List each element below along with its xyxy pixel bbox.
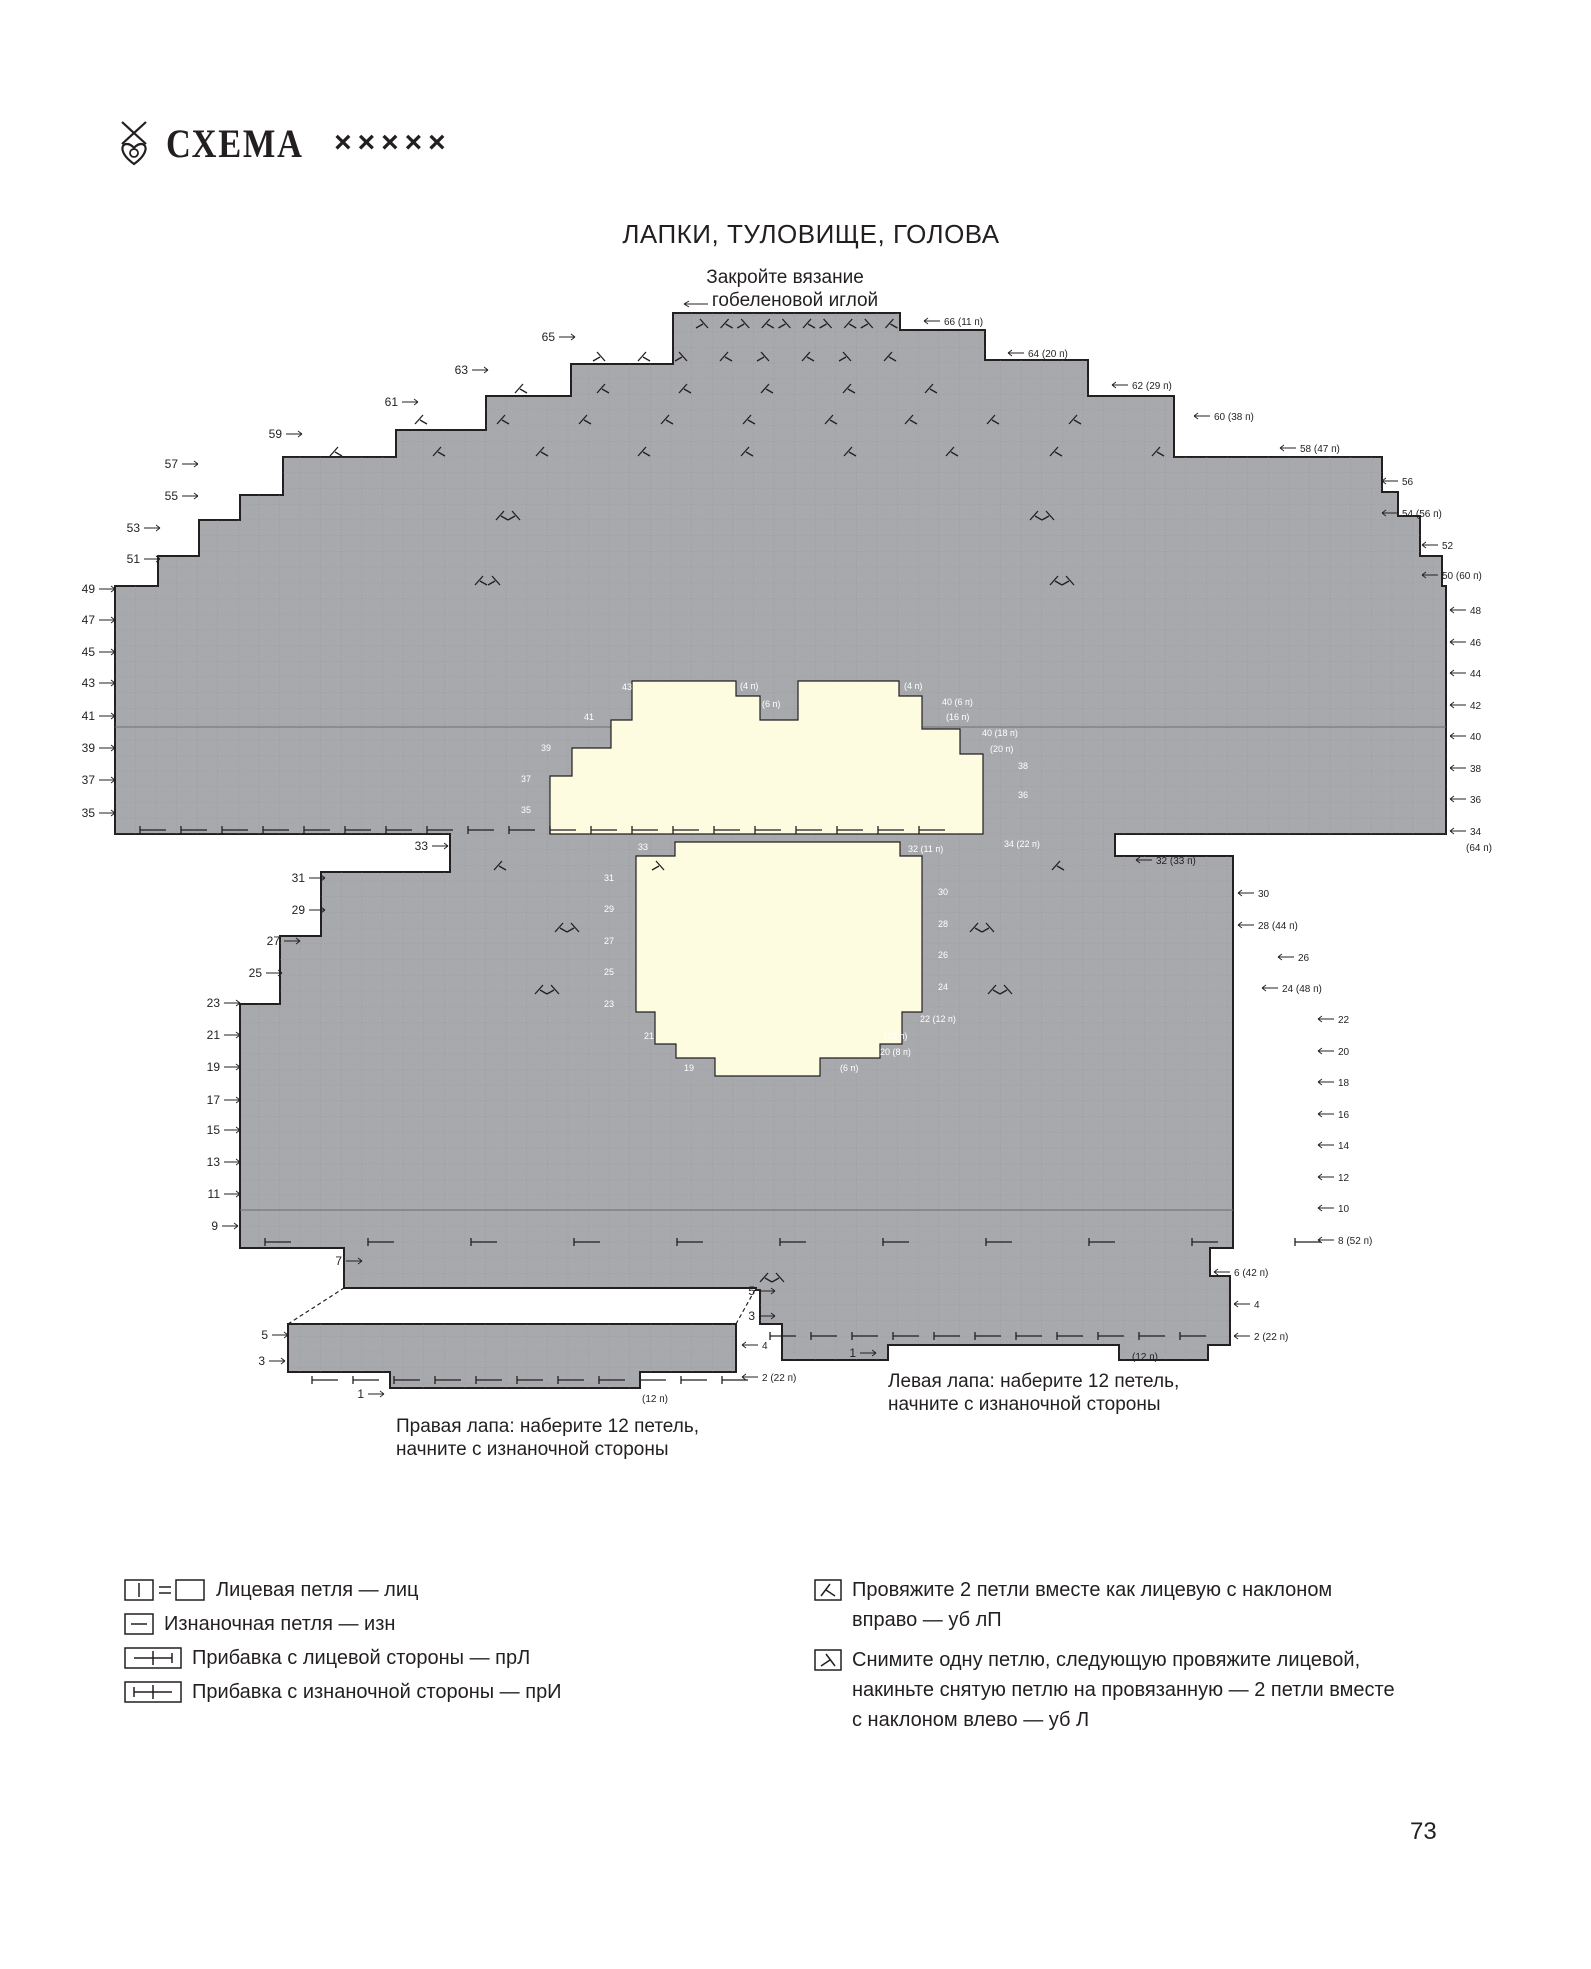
row-label-left: 59	[268, 427, 282, 441]
belly-row-label: 36	[1018, 790, 1029, 800]
row-arrow	[222, 1223, 238, 1229]
row-arrow	[1318, 1174, 1334, 1180]
row-label-right: 28 (44 п)	[1258, 921, 1298, 932]
legend-knit-label: Лицевая петля — лиц	[216, 1579, 419, 1601]
legend-k2tog	[814, 1575, 1332, 1635]
left-paw-row-label: 1	[849, 1346, 856, 1360]
belly-row-label: 34 (22 п)	[1004, 839, 1040, 849]
belly-row-label: 37	[520, 774, 531, 784]
row-arrow	[1450, 828, 1466, 834]
row-label-right: 4	[1254, 1300, 1260, 1311]
belly-row-label: 22 (12 п)	[920, 1014, 956, 1024]
row-label-left: 29	[291, 903, 305, 917]
belly-row-label: 41	[583, 712, 594, 722]
row-arrow	[1450, 607, 1466, 613]
row-arrow	[1234, 1301, 1250, 1307]
row-label-left: 25	[248, 966, 262, 980]
belly-row-label: 40 (18 п)	[982, 728, 1018, 738]
row-arrow	[1318, 1205, 1334, 1211]
page-number: 73	[1410, 1818, 1437, 1845]
row-arrow	[309, 907, 325, 913]
belly-row-label: (16 п)	[946, 712, 970, 722]
row-arrow	[1450, 702, 1466, 708]
right-paw-row-label: 4	[762, 1341, 768, 1352]
row-label-right: 8 (52 п)	[1338, 1236, 1373, 1247]
row-arrow	[1450, 765, 1466, 771]
belly-row-label: 43	[621, 682, 632, 692]
row-arrow	[1318, 1079, 1334, 1085]
row-arrow	[224, 1127, 240, 1133]
close-instruction-line-1: Закройте вязание	[706, 267, 864, 288]
row-label-left: 43	[81, 676, 95, 690]
increase-mark	[681, 1376, 707, 1384]
row-arrow	[99, 617, 115, 623]
cross-marks: ×××××	[334, 126, 452, 159]
belly-row-label: 28	[938, 919, 949, 929]
belly-row-label: (4 п)	[740, 681, 759, 691]
belly-row-label: 40 (6 п)	[942, 697, 973, 707]
legend-knit	[124, 1575, 418, 1605]
belly-row-label: 26	[938, 950, 949, 960]
row-label-left: 53	[126, 521, 140, 535]
row-arrow	[1450, 796, 1466, 802]
legend-purl-label: Изнаночная петля — изн	[164, 1613, 396, 1635]
row-arrow	[1214, 1269, 1230, 1275]
row-arrow	[1450, 733, 1466, 739]
row-label-left: 39	[81, 741, 95, 755]
row-arrow	[1234, 1333, 1250, 1339]
right-paw-row-label: 5	[261, 1328, 268, 1342]
row-label-left: 57	[164, 457, 178, 471]
belly-row-label: 25	[603, 967, 614, 977]
row-arrow	[286, 431, 302, 437]
right-paw-row-label: 3	[258, 1354, 265, 1368]
belly-row-label: (20 п)	[990, 744, 1014, 754]
belly-row-label: 39	[540, 743, 551, 753]
increase-mark	[1295, 1238, 1321, 1246]
belly-row-label: 32 (11 п)	[908, 844, 944, 854]
row-label-right: 62 (29 п)	[1132, 381, 1172, 392]
row-label-left: 21	[206, 1028, 220, 1042]
row-label-right: 54 (56 п)	[1402, 509, 1442, 520]
legend-inc-ws	[124, 1677, 562, 1707]
right-paw-bottom-label: (12 п)	[642, 1394, 668, 1405]
row-arrow	[1238, 890, 1254, 896]
legend-inc-rs-label: Прибавка с лицевой стороны — прЛ	[192, 1647, 531, 1669]
row-label-right: 60 (38 п)	[1214, 412, 1254, 423]
row-label-right: 44	[1470, 669, 1482, 680]
legend-inc-ws-label: Прибавка с изнаночной стороны — прИ	[192, 1681, 562, 1703]
belly-row-label: 35	[520, 805, 531, 815]
row-arrow	[472, 367, 488, 373]
row-label-left: 9	[211, 1219, 218, 1233]
row-label-right: 2 (22 п)	[1254, 1332, 1289, 1343]
left-paw-instruction-2: начните с изнаночной стороны	[888, 1394, 1161, 1415]
k2tog-mark	[415, 415, 427, 424]
left-paw-row-label: 5	[748, 1284, 755, 1298]
row-arrow	[99, 745, 115, 751]
row-label-left: 35	[81, 806, 95, 820]
row-label-right: 18	[1338, 1078, 1350, 1089]
right-paw-piece	[288, 1288, 756, 1388]
legend-purl	[124, 1609, 395, 1639]
increase-rs-icon	[124, 1647, 182, 1669]
row-arrow	[224, 1032, 240, 1038]
row-arrow	[1238, 922, 1254, 928]
row-label-left: 37	[81, 773, 95, 787]
legend-skp	[814, 1645, 1395, 1735]
row-arrow	[224, 1191, 240, 1197]
row-arrow	[182, 493, 198, 499]
row-arrow	[266, 970, 282, 976]
row-arrow	[1280, 445, 1296, 451]
row-arrow	[99, 777, 115, 783]
row-label-left: 15	[206, 1123, 220, 1137]
belly-row-label: 29	[603, 904, 614, 914]
legend-skp-label: Снимите одну петлю, следующую провяжите лицевой, накиньте снятую петлю на провязанную — 2 петли вместе с наклоном влево — уб Л	[852, 1649, 1395, 1731]
row-label-right: 14	[1338, 1141, 1350, 1152]
row-arrow	[1008, 350, 1024, 356]
row-arrow	[1194, 413, 1210, 419]
row-label-right: 36	[1470, 795, 1482, 806]
belly-row-label: 20 (8 п)	[880, 1047, 911, 1057]
row-label-left: 19	[206, 1060, 220, 1074]
row-label-right: 12	[1338, 1173, 1350, 1184]
row-arrow	[1318, 1048, 1334, 1054]
row-arrow	[99, 680, 115, 686]
row-arrow	[144, 525, 160, 531]
head-section	[115, 313, 1446, 1360]
row-label-left: 33	[414, 839, 428, 853]
row-label-right: 56	[1402, 477, 1414, 488]
row-label-left: 61	[384, 395, 398, 409]
row-label-left: 11	[207, 1187, 220, 1201]
right-paw-row-label: 2 (22 п)	[762, 1373, 797, 1384]
row-arrow	[99, 649, 115, 655]
row-arrow	[742, 1342, 758, 1348]
row-arrow	[402, 399, 418, 405]
row-arrow	[924, 318, 940, 324]
belly-row-label: 24	[938, 982, 949, 992]
row-arrow	[269, 1358, 285, 1364]
row-label-right: 48	[1470, 606, 1482, 617]
row-arrow	[99, 810, 115, 816]
row-label-right: 34	[1470, 827, 1482, 838]
row-label-right: 52	[1442, 541, 1454, 552]
row-label-right: 6 (42 п)	[1234, 1268, 1269, 1279]
row-label-right: 24 (48 п)	[1282, 984, 1322, 995]
row-label-right: 40	[1470, 732, 1482, 743]
row-label-right: 66 (11 п)	[944, 317, 984, 328]
row-label-left: 45	[81, 645, 95, 659]
page-title: СХЕМА	[166, 120, 304, 166]
row-label-right: 64 (20 п)	[1028, 349, 1068, 360]
belly-row-label: (6 п)	[762, 699, 781, 709]
row-label-left: 63	[454, 363, 468, 377]
row-label-left: 13	[206, 1155, 220, 1169]
close-instruction-line-2: гобеленовой иглой	[711, 290, 879, 311]
row-label-right: 50 (60 п)	[1442, 571, 1482, 582]
belly-row-label: 30	[938, 887, 949, 897]
row-arrow	[1112, 382, 1128, 388]
row-arrow	[99, 586, 115, 592]
row-arrow	[1318, 1016, 1334, 1022]
row-arrow	[272, 1332, 288, 1338]
row-arrow	[1450, 670, 1466, 676]
row-arrow	[1318, 1142, 1334, 1148]
row-label-right: 46	[1470, 638, 1482, 649]
belly-row-label: 19	[683, 1063, 694, 1073]
row-arrow	[1318, 1111, 1334, 1117]
belly-row-label: (6 п)	[840, 1063, 859, 1073]
chart-title: ЛАПКИ, ТУЛОВИЩЕ, ГОЛОВА	[622, 219, 1000, 249]
increase-mark	[353, 1376, 379, 1384]
k2tog-mark	[638, 352, 650, 361]
belly-row-label: (4 п)	[904, 681, 923, 691]
row-arrow	[1382, 478, 1398, 484]
belly-row-label: 31	[603, 873, 614, 883]
knit-stitch-icon	[124, 1579, 206, 1601]
row-arrow	[224, 1097, 240, 1103]
row-label-right: 20	[1338, 1047, 1350, 1058]
row-label-right: 38	[1470, 764, 1482, 775]
purl-stitch-icon	[124, 1613, 154, 1635]
row-arrow	[1318, 1237, 1334, 1243]
right-paw-instruction-2: начните с изнаночной стороны	[396, 1439, 669, 1460]
row-label-left: 17	[206, 1093, 220, 1107]
row-label-left: 47	[81, 613, 95, 627]
row-arrow	[1278, 954, 1294, 960]
skp-left-icon	[814, 1649, 842, 1671]
row-arrow	[182, 461, 198, 467]
row-label-left: 31	[291, 871, 305, 885]
row-label-left: 65	[541, 330, 555, 344]
row-label-right: 32 (33 п)	[1156, 856, 1196, 867]
row-label-left: 23	[206, 996, 220, 1010]
belly-row-label: 38	[1018, 761, 1029, 771]
right-paw-instruction-1: Правая лапа: наберите 12 петель,	[396, 1416, 700, 1437]
left-paw-row-label: 3	[748, 1309, 755, 1323]
skp-mark	[593, 352, 605, 361]
row-arrow	[224, 1000, 240, 1006]
belly-row-label: (10 п)	[884, 1031, 908, 1041]
row-arrow	[432, 843, 448, 849]
row-arrow	[368, 1391, 384, 1397]
row-arrow	[144, 556, 160, 562]
row-label-left: 7	[335, 1254, 342, 1268]
belly-row-label: 33	[637, 842, 648, 852]
row-label-left: 51	[126, 552, 140, 566]
legend-inc-rs	[124, 1643, 530, 1673]
k2tog-mark	[330, 447, 342, 456]
legend-k2tog-label: Провяжите 2 петли вместе как лицевую с наклоном вправо — уб лП	[852, 1579, 1333, 1631]
row-label-right: 22	[1338, 1015, 1350, 1026]
increase-mark	[312, 1376, 338, 1384]
row-label-right: 26	[1298, 953, 1310, 964]
row-arrow	[742, 1374, 758, 1380]
row-label-right: 42	[1470, 701, 1482, 712]
increase-mark	[640, 1376, 666, 1384]
k2tog-mark	[515, 384, 527, 393]
row-arrow	[224, 1159, 240, 1165]
row-arrow	[309, 875, 325, 881]
belly-row-label: 27	[603, 936, 614, 946]
right-paw-row-label: 1	[357, 1387, 364, 1401]
belly-row-label: 21	[643, 1031, 654, 1041]
left-paw-instruction-1: Левая лапа: наберите 12 петель,	[888, 1371, 1180, 1392]
row-label-right: 10	[1338, 1204, 1350, 1215]
row-arrow	[559, 334, 575, 340]
row-label-left: 49	[81, 582, 95, 596]
row-label-left: 27	[266, 934, 280, 948]
row-label-bottom: (12 п)	[1132, 1352, 1158, 1363]
row-arrow	[224, 1064, 240, 1070]
row-arrow	[99, 713, 115, 719]
row-label-left: 55	[164, 489, 178, 503]
belly-row-label: 23	[603, 999, 614, 1009]
row-arrow	[1422, 542, 1438, 548]
row-label-right: 16	[1338, 1110, 1350, 1121]
k2tog-right-icon	[814, 1579, 842, 1601]
row-label-right: 30	[1258, 889, 1270, 900]
increase-ws-icon	[124, 1681, 182, 1703]
row-label-left: 41	[81, 709, 95, 723]
row-arrow	[1262, 985, 1278, 991]
row-label-extra: (64 п)	[1466, 843, 1492, 854]
row-arrow	[1450, 639, 1466, 645]
row-label-right: 58 (47 п)	[1300, 444, 1340, 455]
